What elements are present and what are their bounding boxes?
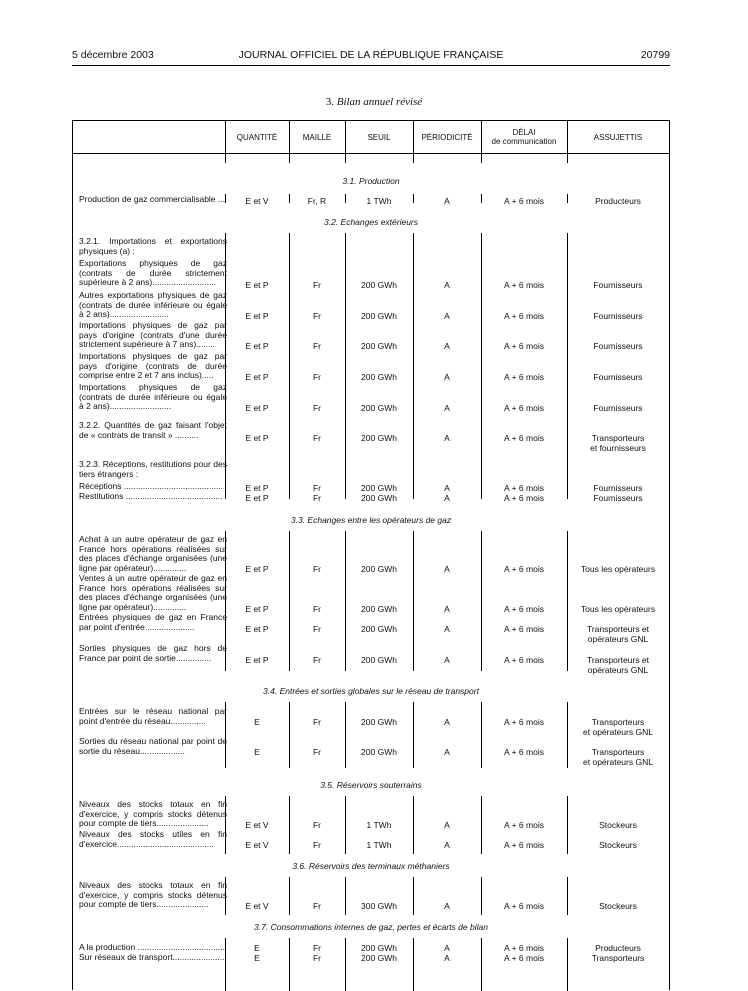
- table-title-number: 3.: [325, 96, 334, 108]
- cell-seuil: 200 GWh: [361, 747, 397, 757]
- cell-maille: Fr: [312, 341, 322, 351]
- cell-assujettis: Producteurs: [595, 196, 641, 206]
- col-seuil: SEUIL: [367, 132, 391, 142]
- header-date: 5 décembre 2003: [72, 49, 154, 61]
- cell-quantite: E et P: [245, 604, 269, 614]
- cell-delai: A + 6 mois: [504, 747, 544, 757]
- cell-assujettis: [567, 717, 669, 737]
- row-label: Restitutions .........................................: [79, 491, 223, 501]
- cell-quantite: E et P: [245, 311, 269, 321]
- subsection-label: 3.2.3. Réceptions, restitutions pour des tiers étrangers :: [79, 459, 227, 479]
- col-divider: [567, 233, 568, 499]
- cell-assujettis: [567, 624, 669, 644]
- col-divider: [413, 121, 414, 153]
- column-header-row: [73, 121, 669, 154]
- cell-periodicite: A: [444, 433, 450, 443]
- cell-assujettis-line1: Transporteurs: [591, 747, 645, 757]
- page-header: [72, 49, 670, 63]
- col-divider: [481, 531, 482, 671]
- cell-periodicite: A: [444, 372, 450, 382]
- subsection-label: 3.2.1. Importations et exportations physiques (a) :: [79, 236, 227, 256]
- cell-delai: A + 6 mois: [504, 901, 544, 911]
- cell-periodicite: A: [444, 747, 450, 757]
- cell-delai: A + 6 mois: [504, 341, 544, 351]
- cell-delai: A + 6 mois: [504, 433, 544, 443]
- cell-assujettis: Stockeurs: [599, 840, 637, 850]
- cell-assujettis: [567, 747, 669, 767]
- cell-assujettis: Transporteurs: [591, 953, 645, 963]
- col-divider: [345, 531, 346, 671]
- col-delai: [481, 121, 567, 153]
- cell-seuil: 200 GWh: [361, 604, 397, 614]
- cell-assujettis: Fournisseurs: [593, 483, 643, 493]
- cell-periodicite: A: [444, 655, 450, 665]
- col-divider: [225, 153, 226, 163]
- row-label: Réceptions ..........................................: [79, 481, 224, 491]
- cell-periodicite: A: [444, 483, 450, 493]
- row-label: 3.2.2. Quantités de gaz faisant l'objet de « contrats de transit » ..........: [79, 420, 227, 440]
- col-divider: [289, 531, 290, 671]
- cell-maille: Fr: [312, 433, 322, 443]
- cell-quantite: E et P: [245, 341, 269, 351]
- cell-maille: Fr: [312, 901, 322, 911]
- cell-assujettis: Fournisseurs: [593, 311, 643, 321]
- cell-periodicite: A: [444, 311, 450, 321]
- cell-assujettis: [567, 655, 669, 675]
- cell-assujettis: Fournisseurs: [593, 280, 643, 290]
- cell-quantite: E et P: [245, 403, 269, 413]
- cell-assujettis: Fournisseurs: [593, 341, 643, 351]
- cell-seuil: 200 GWh: [361, 717, 397, 727]
- cell-periodicite: A: [444, 953, 450, 963]
- cell-seuil: 200 GWh: [361, 483, 397, 493]
- cell-seuil: 200 GWh: [361, 403, 397, 413]
- cell-delai: A + 6 mois: [504, 953, 544, 963]
- col-divider: [481, 702, 482, 768]
- cell-quantite: E et P: [245, 655, 269, 665]
- cell-assujettis: Fournisseurs: [593, 403, 643, 413]
- col-divider: [289, 153, 290, 163]
- cell-quantite: E et P: [245, 372, 269, 382]
- cell-assujettis: Producteurs: [595, 943, 641, 953]
- col-quantite: QUANTITÉ: [236, 132, 278, 142]
- cell-delai: A + 6 mois: [504, 717, 544, 727]
- cell-assujettis-line2: et opérateurs GNL: [583, 727, 653, 737]
- cell-maille: Fr: [312, 840, 322, 850]
- table-title-text: Bilan annuel révisé: [336, 96, 423, 108]
- cell-delai: A + 6 mois: [504, 280, 544, 290]
- row-label: Sorties du réseau national par point de sortie du réseau...................: [79, 736, 227, 756]
- bilan-table: [72, 120, 670, 990]
- cell-seuil: 200 GWh: [361, 655, 397, 665]
- row-label: Niveaux des stocks utiles en fin d'exercice.........................................: [79, 829, 227, 849]
- col-divider: [345, 121, 346, 153]
- cell-maille: Fr: [312, 493, 322, 503]
- cell-maille: Fr: [312, 943, 322, 953]
- cell-assujettis: [567, 433, 669, 453]
- cell-assujettis-line1: Transporteurs: [591, 717, 645, 727]
- cell-delai: A + 6 mois: [504, 564, 544, 574]
- cell-assujettis-line2: opérateurs GNL: [587, 634, 649, 644]
- cell-seuil: 1 TWh: [366, 820, 392, 830]
- col-divider: [345, 702, 346, 768]
- cell-delai: A + 6 mois: [504, 655, 544, 665]
- col-divider: [289, 121, 290, 153]
- cell-maille: Fr: [312, 624, 322, 634]
- cell-maille: Fr: [312, 483, 322, 493]
- col-divider: [413, 153, 414, 163]
- col-divider: [289, 233, 290, 499]
- row-label: A la production .....................................: [79, 942, 225, 952]
- cell-maille: Fr: [312, 564, 322, 574]
- cell-seuil: 200 GWh: [361, 341, 397, 351]
- section-heading: 3.1. Production: [342, 176, 400, 186]
- cell-quantite: E et P: [245, 483, 269, 493]
- col-divider: [481, 233, 482, 499]
- cell-quantite: E: [254, 717, 260, 727]
- col-divider: [345, 153, 346, 163]
- cell-assujettis: Fournisseurs: [593, 372, 643, 382]
- row-label: Importations physiques de gaz par pays d'origine (contrats de durée comprise entre 2 et 7 ans inclus).....: [79, 351, 227, 380]
- cell-maille: Fr: [312, 953, 322, 963]
- row-label: Niveaux des stocks totaux en fin d'exercice, y compris stocks détenus pour compte de tiers......................: [79, 880, 227, 909]
- cell-assujettis-line1: Transporteurs: [591, 433, 645, 443]
- cell-delai: A + 6 mois: [504, 840, 544, 850]
- cell-seuil: 200 GWh: [361, 433, 397, 443]
- cell-maille: Fr: [312, 655, 322, 665]
- row-label: Exportations physiques de gaz (contrats de durée strictement supérieure à 2 ans)...........................: [79, 258, 227, 287]
- col-divider: [413, 531, 414, 671]
- cell-quantite: E et V: [245, 196, 269, 206]
- cell-delai: A + 6 mois: [504, 196, 544, 206]
- section-heading: 3.5. Réservoirs souterrains: [320, 780, 422, 790]
- section-heading: 3.3. Echanges entre les opérateurs de gaz: [290, 515, 452, 525]
- row-label: Entrées physiques de gaz en France par point d'entrée.....................: [79, 612, 227, 632]
- cell-assujettis: Tous les opérateurs: [580, 564, 656, 574]
- row-label: Importations physiques de gaz (contrats de durée inférieure ou égale à 2 ans)..........................: [79, 382, 227, 411]
- cell-assujettis: Stockeurs: [599, 901, 637, 911]
- row-label: Entrées sur le réseau national par point d'entrée du réseau...............: [79, 706, 227, 726]
- cell-assujettis: Stockeurs: [599, 820, 637, 830]
- col-delai-line1: DÉLAI: [512, 128, 536, 137]
- col-divider: [481, 153, 482, 163]
- cell-periodicite: A: [444, 564, 450, 574]
- cell-periodicite: A: [444, 280, 450, 290]
- row-label: Ventes à un autre opérateur de gaz en France hors opérations réalisées sur des places d'échange organisées (une ligne par opérateur)..............: [79, 573, 227, 612]
- cell-seuil: 200 GWh: [361, 943, 397, 953]
- cell-maille: Fr, R: [307, 196, 327, 206]
- cell-seuil: 200 GWh: [361, 624, 397, 634]
- header-page-number: 20799: [640, 49, 670, 61]
- cell-quantite: E: [254, 953, 260, 963]
- col-divider: [567, 121, 568, 153]
- row-label: Autres exportations physiques de gaz (contrats de durée inférieure ou égale à 2 ans).........................: [79, 290, 227, 319]
- header-journal-title: JOURNAL OFFICIEL DE LA RÉPUBLIQUE FRANÇAISE: [238, 49, 504, 61]
- cell-maille: Fr: [312, 403, 322, 413]
- cell-seuil: 200 GWh: [361, 280, 397, 290]
- cell-quantite: E et P: [245, 564, 269, 574]
- cell-periodicite: A: [444, 840, 450, 850]
- cell-quantite: E et V: [245, 840, 269, 850]
- row-label: Achat à un autre opérateur de gaz en France hors opérations réalisées sur des places d'échange organisées (une ligne par opérateur)..............: [79, 534, 227, 573]
- cell-maille: Fr: [312, 747, 322, 757]
- cell-delai: A + 6 mois: [504, 820, 544, 830]
- col-delai-line2: de communication: [491, 137, 557, 146]
- col-divider: [567, 153, 568, 163]
- row-label: Niveaux des stocks totaux en fin d'exercice, y compris stocks détenus pour compte de tiers......................: [79, 799, 227, 828]
- cell-periodicite: A: [444, 901, 450, 911]
- col-divider: [567, 531, 568, 671]
- cell-assujettis-line2: et opérateurs GNL: [583, 757, 653, 767]
- col-assujettis: ASSUJETTIS: [593, 132, 643, 142]
- cell-maille: Fr: [312, 372, 322, 382]
- col-maille: MAILLE: [302, 132, 332, 142]
- cell-seuil: 200 GWh: [361, 372, 397, 382]
- cell-seuil: 200 GWh: [361, 311, 397, 321]
- cell-delai: A + 6 mois: [504, 493, 544, 503]
- cell-quantite: E et V: [245, 901, 269, 911]
- row-label: Importations physiques de gaz par pays d'origine (contrats d'une durée strictement supérieure à 7 ans)........: [79, 320, 227, 349]
- cell-quantite: E et V: [245, 820, 269, 830]
- cell-delai: A + 6 mois: [504, 372, 544, 382]
- cell-assujettis: Tous les opérateurs: [580, 604, 656, 614]
- col-divider: [225, 121, 226, 153]
- section-heading: 3.6. Réservoirs des terminaux méthaniers: [292, 861, 450, 871]
- cell-assujettis-line2: opérateurs GNL: [587, 665, 649, 675]
- cell-seuil: 1 TWh: [366, 196, 392, 206]
- col-divider: [345, 233, 346, 499]
- cell-seuil: 300 GWh: [361, 901, 397, 911]
- cell-maille: Fr: [312, 280, 322, 290]
- section-heading: 3.4. Entrées et sorties globales sur le réseau de transport: [263, 686, 479, 696]
- cell-quantite: E: [254, 747, 260, 757]
- cell-periodicite: A: [444, 820, 450, 830]
- cell-delai: A + 6 mois: [504, 403, 544, 413]
- cell-delai: A + 6 mois: [504, 483, 544, 493]
- cell-maille: Fr: [312, 717, 322, 727]
- col-divider: [289, 702, 290, 768]
- header-rule: [72, 65, 670, 66]
- cell-assujettis-line1: Transporteurs et: [586, 624, 650, 634]
- cell-assujettis-line2: et fournisseurs: [590, 443, 646, 453]
- cell-quantite: E et P: [245, 433, 269, 443]
- cell-seuil: 1 TWh: [366, 840, 392, 850]
- cell-periodicite: A: [444, 341, 450, 351]
- cell-periodicite: A: [444, 493, 450, 503]
- cell-seuil: 200 GWh: [361, 493, 397, 503]
- cell-delai: A + 6 mois: [504, 624, 544, 634]
- row-label: Sur réseaux de transport......................: [79, 952, 225, 962]
- cell-maille: Fr: [312, 311, 322, 321]
- cell-maille: Fr: [312, 604, 322, 614]
- cell-periodicite: A: [444, 604, 450, 614]
- cell-assujettis: Fournisseurs: [593, 493, 643, 503]
- cell-periodicite: A: [444, 196, 450, 206]
- cell-assujettis-line1: Transporteurs et: [586, 655, 650, 665]
- row-label: Sorties physiques de gaz hors de France par point de sortie...............: [79, 643, 227, 663]
- col-divider: [413, 702, 414, 768]
- cell-quantite: E et P: [245, 624, 269, 634]
- section-heading: 3.2. Echanges extérieurs: [323, 217, 419, 227]
- cell-delai: A + 6 mois: [504, 943, 544, 953]
- cell-periodicite: A: [444, 717, 450, 727]
- cell-periodicite: A: [444, 943, 450, 953]
- cell-quantite: E et P: [245, 493, 269, 503]
- col-periodicite: PÉRIODICITÉ: [421, 132, 473, 142]
- cell-quantite: E: [254, 943, 260, 953]
- cell-delai: A + 6 mois: [504, 604, 544, 614]
- cell-maille: Fr: [312, 820, 322, 830]
- cell-periodicite: A: [444, 624, 450, 634]
- cell-delai: A + 6 mois: [504, 311, 544, 321]
- col-divider: [413, 233, 414, 499]
- cell-seuil: 200 GWh: [361, 953, 397, 963]
- cell-seuil: 200 GWh: [361, 564, 397, 574]
- cell-quantite: E et P: [245, 280, 269, 290]
- table-title: [0, 96, 748, 108]
- col-divider: [481, 121, 482, 153]
- cell-periodicite: A: [444, 403, 450, 413]
- section-heading: 3.7. Consommations internes de gaz, pertes et écarts de bilan: [254, 922, 488, 932]
- row-label: Production de gaz commercialisable ...: [79, 194, 225, 204]
